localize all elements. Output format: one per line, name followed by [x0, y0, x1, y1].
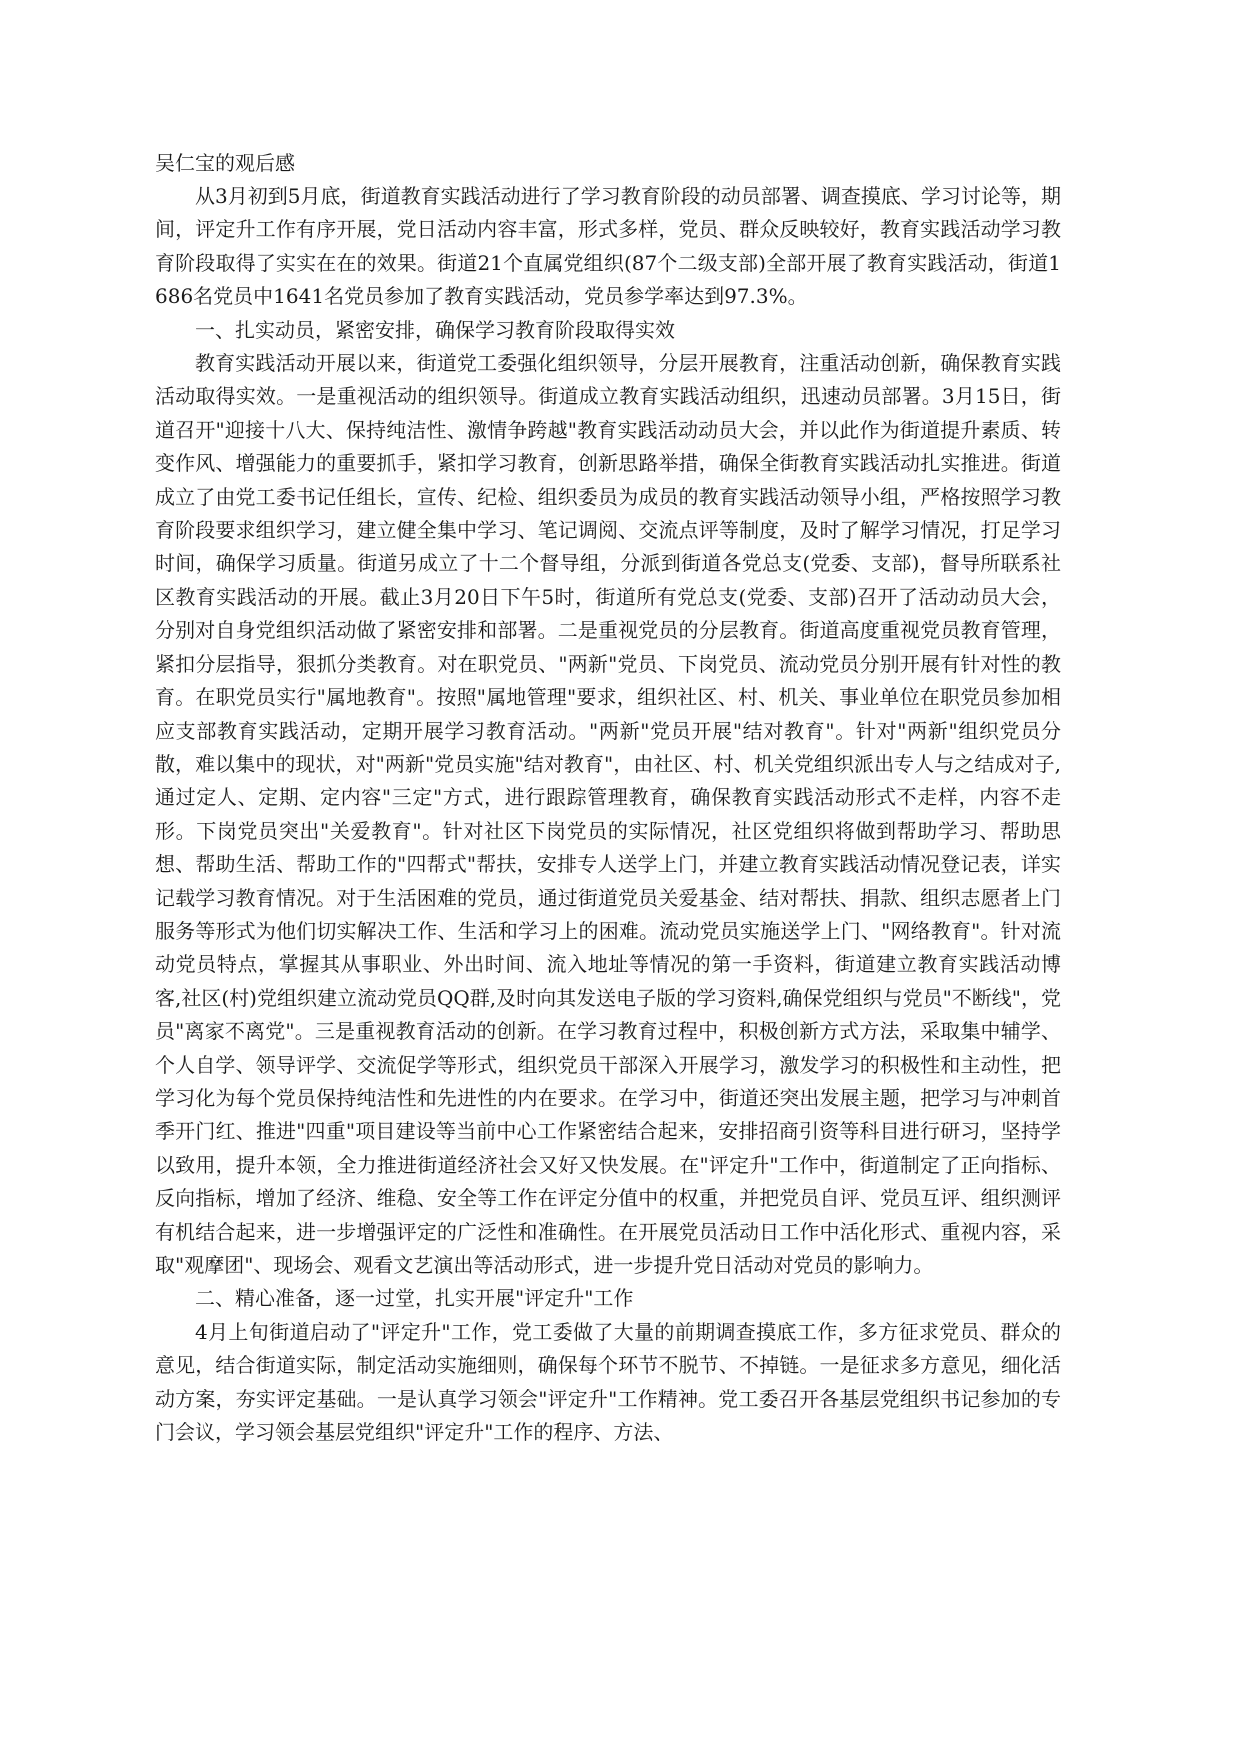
section-heading-1: 一、扎实动员，紧密安排，确保学习教育阶段取得实效 [195, 317, 675, 342]
section-2-paragraph: 4月上旬街道启动了"评定升"工作，党工委做了大量的前期调查摸底工作，多方征求党员、群众的意见，结合街道实际，制定活动实施细则，确保每个环节不脱节、不掉链。一是征求多方意见，细化活动方案，夯实评定基础。一是认真学习领会"评定升"工作精神。党工委召开各基层党组织书记参加的专门会议，学习领会基层党组织"评定升"工作的程序、方法、 [155, 1319, 1061, 1445]
intro-paragraph: 从3月初到5月底，街道教育实践活动进行了学习教育阶段的动员部署、调查摸底、学习讨论等，期间，评定升工作有序开展，党日活动内容丰富，形式多样，党员、群众反映较好，教育实践活动学习教育阶段取得了实实在在的效果。街道21个直属党组织(87个二级支部)全部开展了教育实践活动，街道1686名党员中1641名党员参加了教育实践活动，党员参学率达到97.3%。 [155, 184, 1061, 309]
section-1-paragraph: 教育实践活动开展以来，街道党工委强化组织领导，分层开展教育，注重活动创新，确保教育实践活动取得实效。一是重视活动的组织领导。街道成立教育实践活动组织，迅速动员部署。3月15日，街道召开"迎接十八大、保持纯洁性、激情争跨越"教育实践活动动员大会，并以此作为街道提升素质、转变作风、增强能力的重要抓手，紧扣学习教育，创新思路举措，确保全街教育实践活动扎实推进。街道成立了由党工委书记任组长，宣传、纪检、组织委员为成员的教育实践活动领导小组，严格按照学习教育阶段要求组织学习，建立健全集中学习、笔记调阅、交流点评等制度，及时了解学习情况，打足学习时间，确保学习质量。街道另成立了十二个督导组，分派到街道各党总支(党委、支部)，督导所联系社区教育实践活动的开展。截止3月20日下午5时，街道所有党总支(党委、支部)召开了活动动员大会，分别对自身党组织活动做了紧密安排和部署。二是重视党员的分层教育。街道高度重视党员教育管理，紧扣分层指导，狠抓分类教育。对在职党员、"两新"党员、下岗党员、流动党员分别开展有针对性的教育。在职党员实行"属地教育"。按照"属地管理"要求，组织社区、村、机关、事业单位在职党员参加相应支部教育实践活动，定期开展学习教育活动。"两新"党员开展"结对教育"。针对"两新"组织党员分散，难以集中的现状，对"两新"党员实施"结对教育"，由社区、村、机关党组织派出专人与之结成对子,通过定人、定期、定内容"三定"方式，进行跟踪管理教育，确保教育实践活动形式不走样，内容不走形。下岗党员突出"关爱教育"。针对社区下岗党员的实际情况，社区党组织将做到帮助学习、帮助思想、帮助生活、帮助工作的"四帮式"帮扶，安排专人送学上门，并建立教育实践活动情况登记表，详实记载学习教育情况。对于生活困难的党员，通过街道党员关爱基金、结对帮扶、捐款、组织志愿者上门服务等形式为他们切实解决工作、生活和学习上的困难。流动党员实施送学上门、"网络教育"。针对流动党员特点，掌握其从事职业、外出时间、流入地址等情况的第一手资料，街道建立教育实践活动博客,社区(村)党组织建立流动党员QQ群,及时向其发送电子版的学习资料,确保党组织与党员"不断线"，党员"离家不离党"。三是重视教育活动的创新。在学习教育过程中，积极创新方式方法，采取集中辅学、个人自学、领导评学、交流促学等形式，组织党员干部深入开展学习，激发学习的积极性和主动性，把学习化为每个党员保持纯洁性和先进性的内在要求。在学习中，街道还突出发展主题，把学习与冲刺首季开门红、推进"四重"项目建设等当前中心工作紧密结合起来，安排招商引资等科目进行研习，坚持学以致用，提升本领，全力推进街道经济社会又好又快发展。在"评定升"工作中，街道制定了正向指标、反向指标，增加了经济、维稳、安全等工作在评定分值中的权重，并把党员自评、党员互评、组织测评有机结合起来，进一步增强评定的广泛性和准确性。在开展党员活动日工作中活化形式、重视内容，采取"观摩团"、现场会、观看文艺演出等活动形式，进一步提升党日活动对党员的影响力。 [155, 351, 1061, 1277]
document-page [155, 146, 1061, 1449]
section-heading-2: 二、精心准备，逐一过堂，扎实开展"评定升"工作 [195, 1286, 634, 1311]
document-title: 吴仁宝的观后感 [155, 151, 295, 175]
